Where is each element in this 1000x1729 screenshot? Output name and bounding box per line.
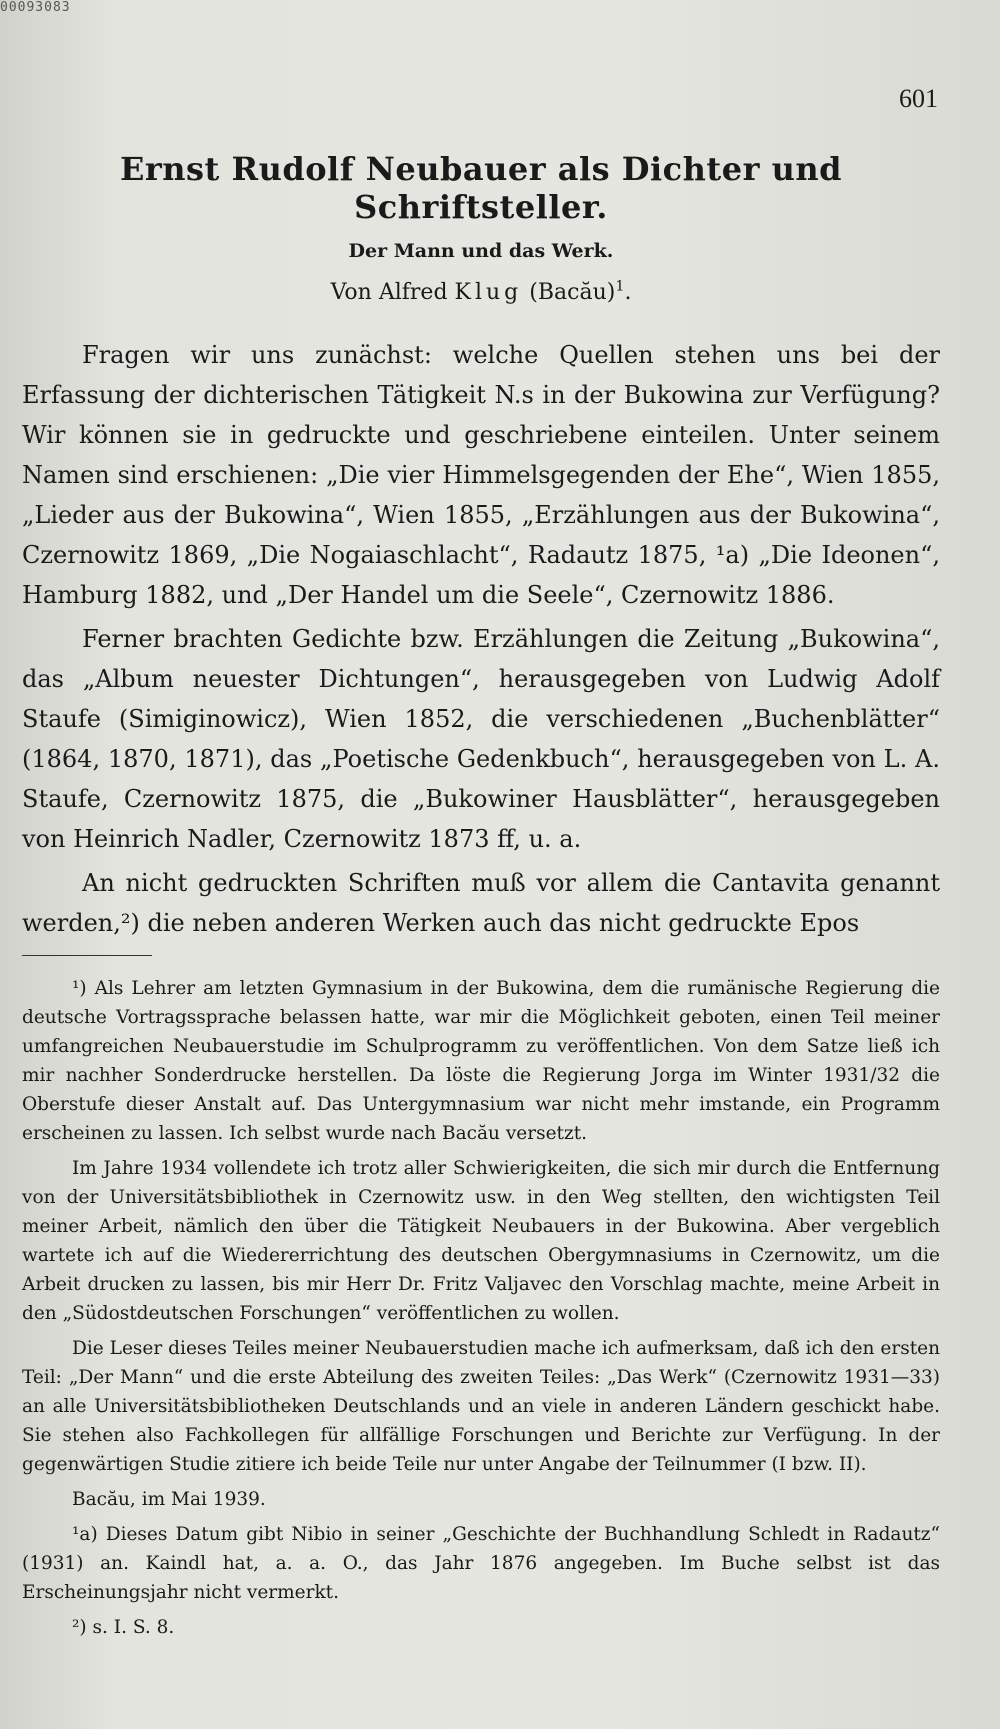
paragraph: Ferner brachten Gedichte bzw. Erzählungen die Zeitung „Bukowina“, das „Album neuester Dichtungen“, herausgegeben von Ludwig Adolf Staufe (Simiginowicz), Wien 1852, die verschiedenen „Buchenblätter“ (1864, 1870, 1871), das „Poetische Gedenkbuch“, herausgegeben von L. A. Staufe, Czernowitz 1875, die „Bukowiner Hausblätter“, herausgegeben von Heinrich Nadler, Czernowitz 1873 ff, u. a. xyxy=(22,625,940,853)
article-subtitle: Der Mann und das Werk. xyxy=(348,240,614,262)
page-content xyxy=(22,150,940,1642)
footnote: ¹a) Dieses Datum gibt Nibio in seiner „Geschichte der Buchhandlung Schledt in Radautz“ (1931) an. Kaindl hat, a. a. O., das Jahr 1876 angegeben. Im Buche selbst ist das Erscheinungsjahr nicht vermerkt. xyxy=(22,1524,940,1603)
scan-id: 00093083 xyxy=(0,0,71,15)
page-number: 601 xyxy=(899,84,938,113)
article-title: Ernst Rudolf Neubauer als Dichter und Schriftsteller. xyxy=(120,150,842,226)
byline-prefix: Von Alfred xyxy=(330,280,448,305)
footnotes xyxy=(22,974,940,1642)
footnote: ²) s. I. S. 8. xyxy=(72,1617,175,1638)
author-name: Klug xyxy=(454,280,523,305)
paragraph: Fragen wir uns zunächst: welche Quellen stehen uns bei der Erfassung der dichterischen Tätigkeit N.s in der Bukowina zur Verfügung? Wir können sie in gedruckte und geschriebene einteilen. Unter seinem Namen sind erschienen: „Die vier Himmelsgegenden der Ehe“, Wien 1855, „Lieder aus der Bukowina“, Wien 1855, „Erzählungen aus der Bukowina“, Czernowitz 1869, „Die Nogaiaschlacht“, Radautz 1875, ¹a) „Die Ideonen“, Hamburg 1882, und „Der Handel um die Seele“, Czernowitz 1886. xyxy=(22,341,940,609)
article-body xyxy=(22,335,940,943)
byline-end: . xyxy=(624,280,632,305)
footnote: Im Jahre 1934 vollendete ich trotz aller Schwierigkeiten, die sich mir durch die Entfernung von der Universitätsbibliothek in Czernowitz usw. in den Weg stellten, den wichtigsten Teil meiner Arbeit, nämlich den über die Tätigkeit Neubauers in der Bukowina. Aber vergeblich wartete ich auf die Wiedererrichtung des deutschen Obergymnasiums in Czernowitz, um die Arbeit drucken zu lassen, bis mir Herr Dr. Fritz Valjavec den Vorschlag machte, meine Arbeit in den „Südostdeutschen Forschungen“ veröffentlichen zu wollen. xyxy=(22,1158,940,1324)
footnote-divider xyxy=(22,955,152,956)
byline xyxy=(22,280,940,305)
paragraph: An nicht gedruckten Schriften muß vor allem die Cantavita genannt werden,²) die neben anderen Werken auch das nicht gedruckte Epos xyxy=(22,869,940,937)
footnote: Die Leser dieses Teiles meiner Neubauerstudien mache ich aufmerksam, daß ich den ersten Teil: „Der Mann“ und die erste Abteilung des zweiten Teiles: „Das Werk“ (Czernowitz 1931—33) an alle Universitätsbibliotheken Deutschlands und an viele in anderen Ländern geschickt habe. Sie stehen also Fachkollegen für allfällige Forschungen und Berichte zur Verfügung. In der gegenwärtigen Studie zitiere ich beide Teile nur unter Angabe der Teilnummer (I bzw. II). xyxy=(22,1338,940,1475)
author-place: (Bacău) xyxy=(529,280,616,305)
footnote-ref: 1 xyxy=(615,278,625,295)
footnote: ¹) Als Lehrer am letzten Gymnasium in der Bukowina, dem die rumänische Regierung die deutsche Vortragssprache belassen hatte, war mir die Möglichkeit geboten, einen Teil meiner umfangreichen Neubauerstudie im Schulprogramm zu veröffentlichen. Von dem Satze ließ ich mir nachher Sonderdrucke herstellen. Da löste die Regierung Jorga im Winter 1931/32 die Oberstufe dieser Anstalt auf. Das Untergymnasium war nicht mehr imstande, ein Programm erscheinen zu lassen. Ich selbst wurde nach Bacău versetzt. xyxy=(22,978,940,1144)
footnote-place-date: Bacău, im Mai 1939. xyxy=(72,1489,266,1510)
